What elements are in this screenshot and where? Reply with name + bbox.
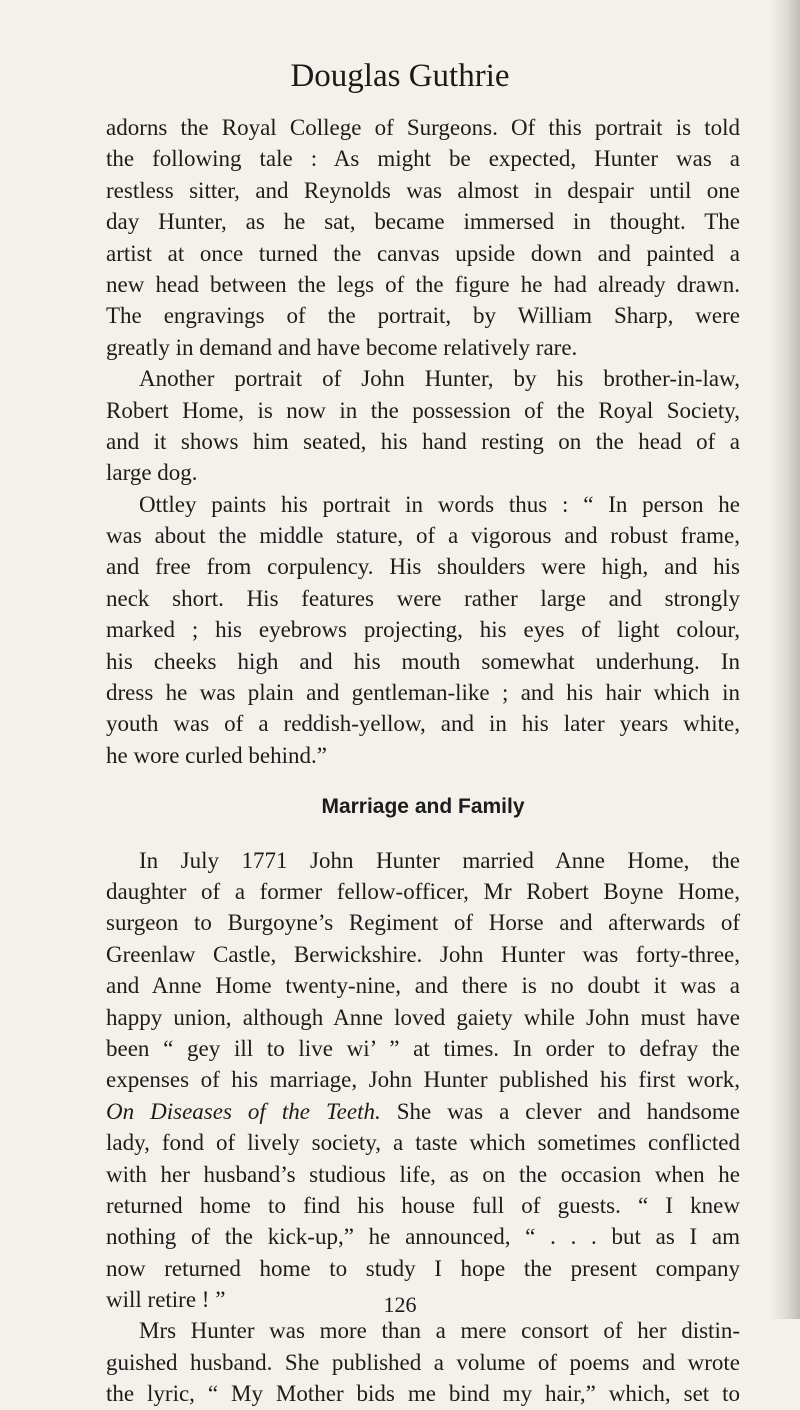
text-line: guished husband. She published a volume of poems and wrote — [106, 1349, 740, 1375]
text-line: youth was of a reddish-yellow, and in his later years white, — [106, 711, 740, 737]
text-line: marked ; his eyebrows projecting, his eyes of light colour, — [106, 617, 740, 643]
text-line: and Anne Home twenty-nine, and there is no doubt it was a — [106, 973, 740, 999]
text-line: returned home to find his house full of guests. “ I knew — [106, 1192, 740, 1218]
text-line: his cheeks high and his mouth somewhat underhung. In — [106, 648, 740, 674]
text-line: neck short. His features were rather large and strongly — [106, 585, 740, 611]
text-line: new head between the legs of the figure he had already drawn. — [106, 271, 740, 297]
text-line: greatly in demand and have become relatively rare. — [106, 334, 578, 360]
text-run: She was a clever and handsome — [380, 1098, 740, 1124]
section-heading: Marriage and Family — [321, 795, 525, 819]
text-line: will retire ! ” — [106, 1287, 226, 1313]
text-line: he wore curled behind.” — [106, 742, 327, 768]
text-line: with her husband’s studious life, as on the occasion when he — [106, 1161, 740, 1187]
text-line: dress he was plain and gentleman-like ; and his hair which in — [106, 680, 740, 706]
running-head: Douglas Guthrie — [290, 58, 510, 94]
text-line: daughter of a former fellow-officer, Mr Robert Boyne Home, — [106, 878, 740, 904]
text-line: lady, fond of lively society, a taste which sometimes conflicted — [106, 1130, 740, 1156]
text-line — [106, 1096, 740, 1127]
text-line: now returned home to study I hope the present company — [106, 1255, 740, 1281]
text-line: artist at once turned the canvas upside down and painted a — [106, 240, 740, 266]
text-line: was about the middle stature, of a vigorous and robust frame, — [106, 523, 740, 549]
text-line: Mrs Hunter was more than a mere consort of her distin- — [139, 1318, 740, 1344]
text-line: expenses of his marriage, John Hunter published his first work, — [106, 1067, 740, 1093]
text-line: Greenlaw Castle, Berwickshire. John Hunter was forty-three, — [106, 941, 740, 967]
text-line: surgeon to Burgoyne’s Regiment of Horse and afterwards of — [106, 910, 740, 936]
text-line: day Hunter, as he sat, became immersed in thought. The — [106, 209, 740, 235]
text-line: restless sitter, and Reynolds was almost in despair until one — [106, 177, 740, 203]
text-block-marriage — [106, 845, 740, 1410]
text-line: Ottley paints his portrait in words thus : “ In person he — [139, 491, 740, 517]
text-line: and it shows him seated, his hand resting on the head of a — [106, 428, 740, 454]
body-text — [106, 112, 740, 1410]
text-line: and free from corpulency. His shoulders were high, and his — [106, 554, 740, 580]
italic-title: On Diseases of the Teeth. — [106, 1098, 381, 1124]
text-line: nothing of the kick-up,” he announced, “ . . . but as I am — [106, 1224, 740, 1250]
text-line: Robert Home, is now in the possession of the Royal Society, — [106, 397, 740, 423]
text-line: been “ gey ill to live wi’ ” at times. In order to defray the — [106, 1035, 740, 1061]
text-line: Another portrait of John Hunter, by his brother-in-law, — [139, 366, 740, 392]
text-line: In July 1771 John Hunter married Anne Home, the — [139, 847, 740, 873]
text-line: the lyric, “ My Mother bids me bind my hair,” which, set to — [106, 1381, 740, 1407]
text-line: the following tale : As might be expected, Hunter was a — [106, 146, 740, 172]
text-block-portrait — [106, 112, 740, 771]
text-line: happy union, although Anne loved gaiety while John must have — [106, 1004, 740, 1030]
page-number: 126 — [383, 1292, 417, 1317]
text-line: adorns the Royal College of Surgeons. Of this portrait is told — [106, 115, 740, 140]
text-line: large dog. — [106, 460, 198, 486]
page-edge-shadow — [770, 0, 800, 1319]
text-line: The engravings of the portrait, by William Sharp, were — [106, 303, 740, 329]
